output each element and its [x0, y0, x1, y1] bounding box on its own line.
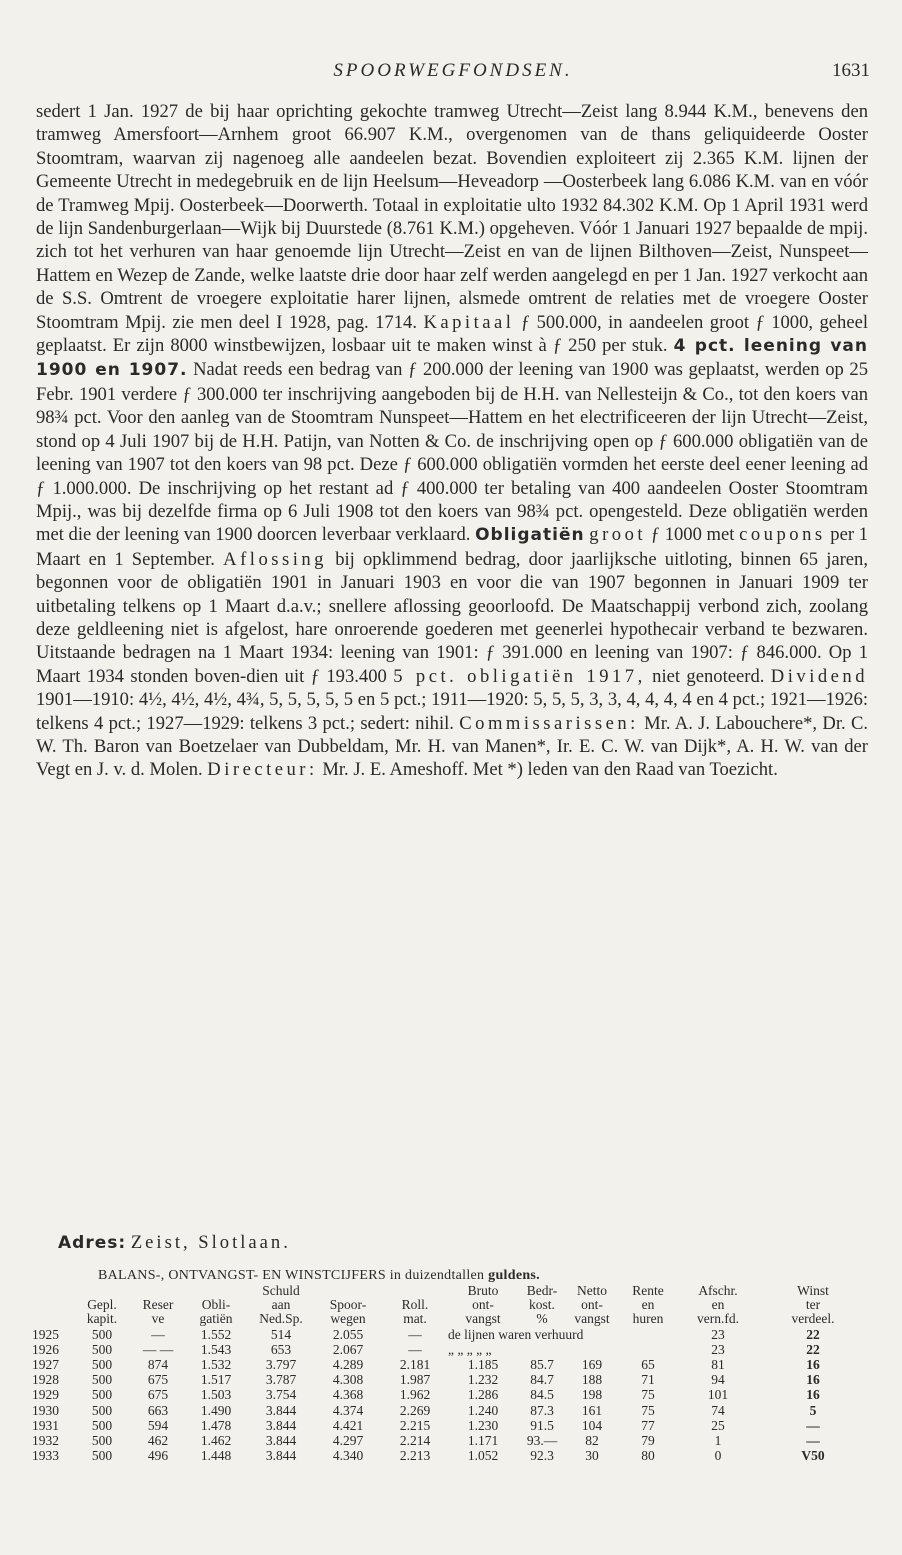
table-cell-rollmat: 1.962 — [399, 1387, 431, 1403]
table-cell-afschr: 0 — [714, 1448, 722, 1464]
table-cell-schuld: 653 — [270, 1341, 292, 1357]
table-cell-reserve: — — — [142, 1341, 174, 1357]
table-cell-oblig: 1.552 — [200, 1326, 232, 1342]
table-cell-rollmat: 1.987 — [399, 1372, 431, 1388]
text-commissarissen: Mr. A. J. Labouchere*, Dr. C. W. Th. Baron van Boetzelaer van Dubbeldam, Mr. H. van Manen*, Ir. E. C. W. van Dijk*, A. H. W. van der Vegt en J. v. d. Molen. — [36, 712, 868, 781]
table-cell-oblig: 1.490 — [200, 1402, 232, 1418]
table-cell-rollmat: 2.213 — [399, 1448, 431, 1464]
table-header-cell: Winst — [797, 1283, 829, 1298]
table-header-cell: kost. — [529, 1297, 555, 1313]
table-cell-schuld: 3.844 — [265, 1402, 297, 1418]
table-cell-netto: 169 — [581, 1357, 603, 1373]
kapitaal-label: Kapitaal — [423, 311, 515, 333]
table-header-cell — [132, 1284, 184, 1298]
table-cell-bruto: 1.230 — [467, 1417, 499, 1433]
table-cell-rente: 75 — [641, 1402, 655, 1418]
table-title — [98, 1268, 540, 1284]
table-cell-reserve: 663 — [147, 1402, 169, 1418]
table-cell-rente: 77 — [641, 1417, 655, 1433]
table-cell-year: 1928 — [32, 1372, 59, 1388]
table-header-cell: aan — [271, 1297, 291, 1313]
table-cell-afschr: 101 — [707, 1387, 729, 1403]
obligatien-1917-label: 5 pct. obligatiën 1917, — [393, 665, 646, 687]
text-intro: sedert 1 Jan. 1927 de bij haar oprichting gekochte tramweg Utrecht—Zeist lang 8.944 K.M., benevens den tramweg Amersfoort—Arnhem groot 66.907 K.M., overgenomen van de thans geliquideerde Ooster Stoomtram, waarvan zij nagenoeg alle aandeelen bezat. Bovendien exploiteert zij 2.365 K.M. lijnen der Gemeente Utrecht in medegebruik en de lijn Heelsum—Heveadorp —Oosterbeek lang 6.086 K.M. van en vóór de Tramweg Mpij. Oosterbeek—Doorwerth. Totaal in exploitatie ulto 1932 84.302 K.M. Op 1 April 1931 werd de lijn Sandenburgerlaan—Wijk bij Duurstede (8.761 K.M.) opgeheven. Vóór 1 Januari 1927 bepaalde de mpij. zich tot het verhuren van haar genoemde lijn Utrecht—Zeist en van de lijnen Bilthoven—Zeist, Nunspeet—Hattem en Wezep de Zande, welke laatste drie door haar zelf werden aangelegd en per 1 Jan. 1927 verkocht aan de S.S. Omtrent de vroegere exploitatie harer lijnen, alsmede omtrent de relaties met de vroegere Ooster Stoomtram Mpij. zie men deel I 1928, pag. 1714. — [36, 101, 868, 333]
table-cell-spoorwegen: 4.421 — [332, 1417, 364, 1433]
table-header-cell: Netto — [577, 1283, 607, 1298]
table-row — [30, 1327, 868, 1342]
table-cell-bruto: 1.286 — [467, 1387, 499, 1403]
table-cell-afschr: 23 — [711, 1341, 725, 1357]
table-cell-year: 1926 — [32, 1341, 59, 1357]
table-cell-netto: 104 — [581, 1417, 603, 1433]
table-cell-schuld: 3.844 — [265, 1448, 297, 1464]
table-header-cell: % — [536, 1311, 548, 1327]
table-header-cell: kapit. — [86, 1311, 118, 1327]
table-cell-netto: 82 — [585, 1433, 599, 1449]
table-cell-bruto: 1.052 — [467, 1448, 499, 1464]
table-header-cell: Schuld — [262, 1283, 300, 1298]
table-header-cell — [30, 1298, 72, 1312]
table-cell-oblig: 1.478 — [200, 1417, 232, 1433]
table-row — [30, 1387, 868, 1402]
table-cell-rollmat: 2.214 — [399, 1433, 431, 1449]
table-header-cell: vern.fd. — [697, 1311, 739, 1327]
coupons-label: coupons — [739, 524, 826, 546]
table-cell-oblig: 1.543 — [200, 1341, 232, 1357]
text-kapitaal: ƒ 500.000, in aandeelen groot ƒ 1000, geheel geplaatst. Er zijn 8000 winstbewijzen, losbaar uit te maken winst à ƒ 250 per stuk. — [36, 311, 869, 357]
table-cell-kapit: 500 — [91, 1357, 113, 1373]
table-header-cell: Obli- — [201, 1297, 231, 1313]
table-cell-schuld: 3.797 — [265, 1357, 297, 1373]
table-cell-kapit: 500 — [91, 1372, 113, 1388]
table-header-cell: ont- — [581, 1297, 603, 1313]
table-header-cell: Spoor- — [329, 1297, 367, 1313]
text-aflossing: bij opklimmend bedrag, door jaarlijksche uitloting, binnen 65 jaren, begonnen voor de obligatiën 1901 in Januari 1903 en voor die van 1907 begonnen in Januari 1909 ter uitbetaling telkens op 1 Maart d.a.v.; snellere aflossing geoorloofd. De Maatschappij verbond zich, zoolang deze geldleening niet is afgelost, hare onroerende goederen met geenerlei hypothecair verband te bezwaren. Uitstaande bedragen na 1 Maart 1934: leening van 1901: ƒ 391.000 en leening van 1907: ƒ 846.000. Op 1 Maart 1934 stonden boven-dien uit ƒ 193.400 — [36, 548, 869, 687]
table-header-cell: Bruto — [467, 1283, 499, 1298]
table-cell-year: 1931 — [32, 1417, 59, 1433]
table-header-row — [30, 1284, 868, 1298]
table-cell-afschr: 74 — [711, 1402, 725, 1418]
text-dividend: 1901—1910: 4½, 4½, 4½, 4¾, 5, 5, 5, 5, 5 en 5 pct.; 1911—1920: 5, 5, 5, 3, 3, 4, 4, 4, 4 en 4 pct.; 1921—1926: telkens 4 pct.; 1927—1929: telkens 3 pct.; sedert: nihil. — [36, 689, 868, 734]
page-header — [36, 58, 870, 86]
commissarissen-label: Commissarissen: — [459, 712, 639, 734]
table-cell-rente: 71 — [641, 1372, 655, 1388]
table-cell-schuld: 3.844 — [265, 1433, 297, 1449]
table-cell-winst: 16 — [806, 1372, 820, 1388]
table-cell-pct: 84.7 — [530, 1372, 554, 1388]
table-cell-kapit: 500 — [91, 1448, 113, 1464]
table-cell-kapit: 500 — [91, 1433, 113, 1449]
table-cell-spoorwegen: 4.340 — [332, 1448, 364, 1464]
table-header-cell — [314, 1284, 382, 1298]
table-cell-oblig: 1.448 — [200, 1448, 232, 1464]
table-row — [30, 1357, 868, 1372]
table-cell-reserve: 462 — [147, 1433, 169, 1449]
table-cell-rollmat: — — [408, 1326, 422, 1342]
table-cell-winst: 16 — [806, 1357, 820, 1373]
table-cell-winst: — — [806, 1417, 820, 1433]
table-cell-year: 1932 — [32, 1433, 59, 1449]
text-directeur: Mr. J. E. Ameshoff. Met *) leden van den Raad van Toezicht. — [322, 759, 778, 781]
table-header-row — [30, 1312, 868, 1326]
table-cell-spoorwegen: 4.308 — [332, 1372, 364, 1388]
financial-table — [30, 1284, 868, 1463]
table-cell-bruto: 1.232 — [467, 1372, 499, 1388]
table-cell-pct: 91.5 — [530, 1417, 554, 1433]
body-text — [36, 100, 868, 782]
dividend-label: Dividend — [770, 665, 868, 687]
table-cell-reserve: 675 — [147, 1387, 169, 1403]
address-value: Zeist, Slotlaan. — [130, 1232, 291, 1253]
table-header-cell: Roll. — [401, 1297, 429, 1313]
table-cell-note: de lijnen waren verhuurd — [448, 1326, 584, 1342]
table-cell-reserve: 874 — [147, 1357, 169, 1373]
table-header-cell: Afschr. — [698, 1283, 738, 1298]
table-cell-bruto: 1.171 — [467, 1433, 499, 1449]
table-header-cell: Ned.Sp. — [259, 1311, 303, 1327]
table-cell-spoorwegen: 2.055 — [332, 1326, 364, 1342]
table-cell-rente: 80 — [641, 1448, 655, 1464]
table-header-cell: gatiën — [199, 1311, 233, 1327]
table-header-cell: Rente — [632, 1283, 664, 1298]
table-header-cell — [30, 1312, 72, 1326]
table-cell-rente: 75 — [641, 1387, 655, 1403]
obligatien-label: Obligatiën — [475, 525, 585, 546]
table-cell-pct: 92.3 — [530, 1448, 554, 1464]
table-header-row — [30, 1298, 868, 1312]
table-cell-winst: 22 — [806, 1341, 820, 1357]
table-row — [30, 1448, 868, 1463]
table-cell-afschr: 25 — [711, 1417, 725, 1433]
table-cell-netto: 30 — [585, 1448, 599, 1464]
table-cell-oblig: 1.462 — [200, 1433, 232, 1449]
table-cell-netto: 161 — [581, 1402, 603, 1418]
table-cell-kapit: 500 — [91, 1341, 113, 1357]
table-header-cell: vangst — [465, 1311, 501, 1327]
table-header-cell: ter — [805, 1297, 821, 1313]
page-number: 1631 — [832, 60, 870, 81]
table-header-cell: en — [711, 1297, 725, 1313]
table-header-cell — [382, 1284, 448, 1298]
table-cell-year: 1927 — [32, 1357, 59, 1373]
table-cell-kapit: 500 — [91, 1387, 113, 1403]
table-cell-afschr: 1 — [714, 1433, 722, 1449]
table-cell-pct: 84.5 — [530, 1387, 554, 1403]
table-cell-pct: 85.7 — [530, 1357, 554, 1373]
table-row — [30, 1342, 868, 1357]
table-cell-year: 1930 — [32, 1402, 59, 1418]
table-cell-spoorwegen: 4.374 — [332, 1402, 364, 1418]
directeur-label: Directeur: — [207, 759, 318, 781]
address-label: Adres: — [58, 1233, 127, 1253]
table-header-cell: en — [641, 1297, 655, 1313]
table-cell-afschr: 94 — [711, 1372, 725, 1388]
table-cell-winst: 5 — [809, 1402, 817, 1418]
address-line — [58, 1232, 291, 1254]
table-cell-netto: 198 — [581, 1387, 603, 1403]
leening-heading: 4 pct. leening van 1900 en 1907. — [36, 336, 868, 381]
table-cell-spoorwegen: 4.368 — [332, 1387, 364, 1403]
table-cell-note: „ „ „ „ „ — [448, 1341, 492, 1357]
running-title: SPOORWEGFONDSEN. — [333, 60, 573, 81]
table-row — [30, 1372, 868, 1387]
table-cell-bruto: 1.185 — [467, 1357, 499, 1373]
table-cell-rente: 65 — [641, 1357, 655, 1373]
table-cell-pct: 93.— — [526, 1433, 558, 1449]
table-cell-reserve: 594 — [147, 1417, 169, 1433]
table-cell-year: 1933 — [32, 1448, 59, 1464]
table-header-cell: verdeel. — [791, 1311, 835, 1327]
table-cell-kapit: 500 — [91, 1417, 113, 1433]
table-cell-oblig: 1.517 — [200, 1372, 232, 1388]
table-cell-kapit: 500 — [91, 1326, 113, 1342]
table-cell-rente: 79 — [641, 1433, 655, 1449]
table-row — [30, 1433, 868, 1448]
text-groot: ƒ 1000 met — [650, 524, 735, 546]
text-coupons: per 1 Maart en 1 September. — [36, 524, 869, 570]
table-cell-schuld: 3.844 — [265, 1417, 297, 1433]
table-cell-afschr: 23 — [711, 1326, 725, 1342]
table-title-tail: guldens. — [488, 1268, 540, 1283]
table-header-cell: vangst — [574, 1311, 610, 1327]
table-cell-oblig: 1.503 — [200, 1387, 232, 1403]
aflossing-label: Aflossing — [223, 548, 327, 570]
table-cell-spoorwegen: 2.067 — [332, 1341, 364, 1357]
table-cell-winst: — — [806, 1433, 820, 1449]
table-cell-reserve: 496 — [147, 1448, 169, 1464]
table-title-main: BALANS-, ONTVANGST- EN WINSTCIJFERS in duizendtallen — [98, 1268, 485, 1283]
table-header-cell: Gepl. — [87, 1297, 117, 1313]
table-cell-schuld: 514 — [270, 1326, 292, 1342]
table-cell-spoorwegen: 4.297 — [332, 1433, 364, 1449]
table-header — [30, 1284, 868, 1327]
table-header-cell: wegen — [330, 1311, 366, 1327]
table-cell-reserve: 675 — [147, 1372, 169, 1388]
table-cell-spoorwegen: 4.289 — [332, 1357, 364, 1373]
table-cell-netto: 188 — [581, 1372, 603, 1388]
table-cell-rollmat: 2.215 — [399, 1417, 431, 1433]
table-header-cell: Bedr- — [526, 1283, 558, 1298]
table-header-cell — [30, 1284, 72, 1298]
text-leening: Nadat reeds een bedrag van ƒ 200.000 der leening van 1900 was geplaatst, werden op 25 Febr. 1901 verdere ƒ 300.000 ter inschrijving aangeboden bij de H.H. van Nellesteijn & Co., tot den koers van 98¾ pct. Voor den aanleg van de Stoomtram Nunspeet—Hattem en het electrificeeren der lijn Utrecht—Zeist, stond op 4 Juli 1907 bij de H.H. Patijn, van Notten & Co. de inschrijving open op ƒ 600.000 obligatiën van de leening van 1907 tot den koers van 98 pct. Deze ƒ 600.000 obligatiën vormden het eerste deel eener leening ad ƒ 1.000.000. De inschrijving op het restant ad ƒ 400.000 ter betaling van 400 aandeelen Ooster Stoomtram Mpij., was bij dezelfde firma op 6 Juli 1908 tot den koers van 98¾ pct. opengesteld. Deze obligatiën werden met die der leening van 1900 doorcen leverbaar verklaard. — [36, 359, 868, 546]
table-row — [30, 1418, 868, 1433]
table-cell-afschr: 81 — [711, 1357, 725, 1373]
table-cell-rollmat: 2.181 — [399, 1357, 431, 1373]
table-cell-rollmat: 2.269 — [399, 1402, 431, 1418]
table-cell-bruto: 1.240 — [467, 1402, 499, 1418]
table-cell-winst: 22 — [806, 1326, 820, 1342]
table-cell-winst: V50 — [801, 1448, 825, 1464]
table-header-cell — [184, 1284, 248, 1298]
table-header-cell: ve — [151, 1311, 165, 1327]
table-cell-kapit: 500 — [91, 1402, 113, 1418]
table-header-cell: Reser — [142, 1297, 174, 1313]
table-header-cell: huren — [632, 1311, 664, 1327]
table-cell-oblig: 1.532 — [200, 1357, 232, 1373]
table-header-cell: ont- — [472, 1297, 494, 1313]
table-cell-reserve: — — [151, 1326, 165, 1342]
table-header-cell — [72, 1284, 132, 1298]
paragraph — [36, 100, 868, 782]
text-not-listed: niet genoteerd. — [652, 665, 765, 687]
table-body — [30, 1327, 868, 1464]
groot-label: groot — [589, 524, 647, 546]
table-cell-year: 1929 — [32, 1387, 59, 1403]
table-row — [30, 1403, 868, 1418]
table-cell-pct: 87.3 — [530, 1402, 554, 1418]
table-cell-rollmat: — — [408, 1341, 422, 1357]
table-cell-winst: 16 — [806, 1387, 820, 1403]
table-cell-schuld: 3.787 — [265, 1372, 297, 1388]
table-cell-year: 1925 — [32, 1326, 59, 1342]
table-header-cell: mat. — [403, 1311, 427, 1327]
table-cell-schuld: 3.754 — [265, 1387, 297, 1403]
